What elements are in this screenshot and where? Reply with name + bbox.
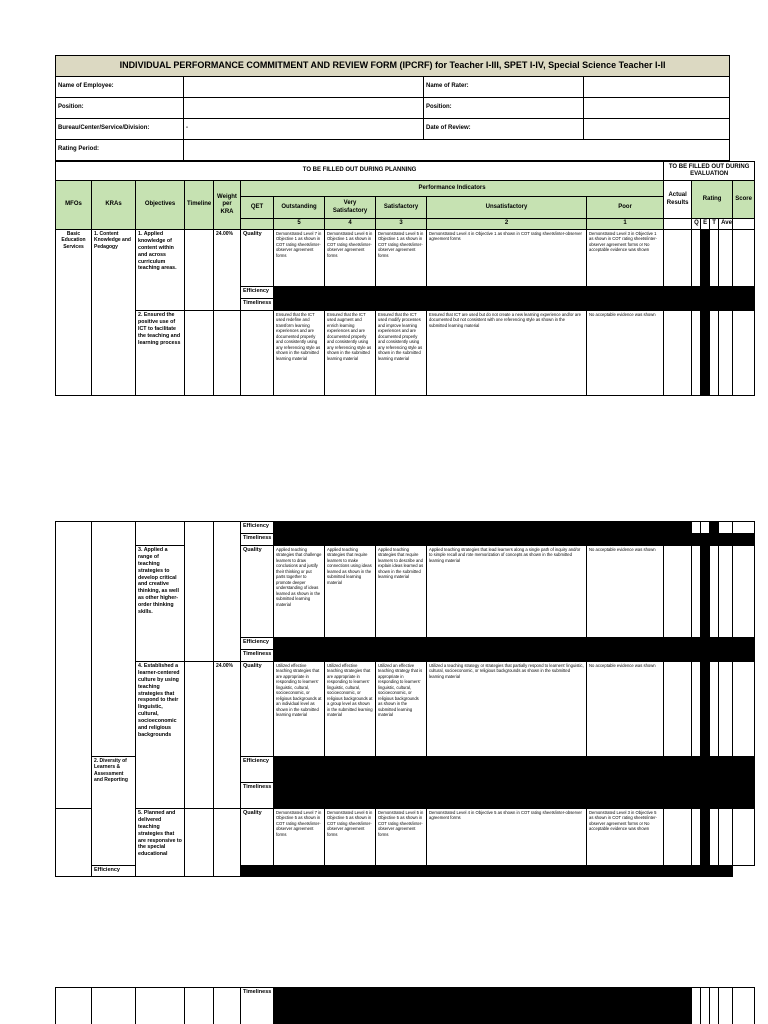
actual-result-cell[interactable]	[664, 230, 692, 287]
indicator-3-4: Applied teaching strategies that require learners to make connections using ideas learned as shown in the submitted learning material	[325, 546, 376, 638]
objective-5: 5. Planned and delivered teaching strategies that are responsive to the special educational	[136, 809, 185, 877]
t-cell[interactable]	[710, 230, 719, 287]
indicator-1-2: Demonstrated Level 4 in Objective 1 as shown in COT rating sheets/inter-observer agreement forms	[427, 230, 587, 287]
form-page-3	[55, 987, 729, 1024]
objectives-header: Objectives	[136, 181, 185, 230]
rating-q: Q	[692, 219, 701, 230]
indicator-3-5: Applied teaching strategies that challenge learners to draw conclusions and justify their thinking or put parts together to promote deeper understanding of ideas learned as shown in the submitted learning material	[274, 546, 325, 638]
indicator-3-3: Applied teaching strategies that require learners to describe and explain ideas learned as shown in the submitted learning material	[376, 546, 427, 638]
scale-1: 1	[587, 219, 664, 230]
rater-position-field[interactable]	[584, 98, 730, 119]
indicator-2-3: Ensured that the ICT used modify processes and improve learning experiences and are documented properly and consistently using any referencing style as shown in the submitted learning material	[376, 311, 427, 396]
qet-efficiency: Efficiency	[241, 287, 274, 299]
objective-4: 4. Established a learner-centered culture by using teaching strategies that respond to their linguistic, cultural, socioeconomic and religious backgrounds	[136, 662, 185, 809]
kra-2-cell: 2. Diversity of Learners & Assessment and Reporting	[92, 757, 136, 866]
black-band	[274, 299, 692, 311]
rating-t: T	[710, 219, 719, 230]
qet-quality: Quality	[241, 230, 274, 287]
rater-label: Name of Rater:	[424, 77, 584, 98]
scale-2: 2	[427, 219, 587, 230]
indicator-2-4: Ensured that the ICT used augment and enrich learning experiences and are documented properly and consistently using any referencing style as shown in the submitted learning material	[325, 311, 376, 396]
actual-results-header: Actual Results	[664, 181, 692, 219]
qet-timeliness: Timeliness	[241, 299, 274, 311]
header-table	[55, 55, 730, 161]
mfo-cell: Basic Education Services	[56, 230, 92, 396]
kra-table-2	[55, 521, 755, 877]
form-page-2	[55, 521, 729, 877]
qet-header: QET	[241, 197, 274, 219]
indicator-5-2: Demonstrated Level 4 in Objective 5 as shown in COT rating sheets/inter-observer agreement forms	[427, 809, 587, 866]
indicator-1-4: Demonstrated Level 6 in Objective 1 as shown in COT rating sheets/inter-observer agreement forms	[325, 230, 376, 287]
rater-position-label: Position:	[424, 98, 584, 119]
evaluation-header: TO BE FILLED OUT DURING EVALUATION	[664, 162, 755, 181]
score-header: Score	[733, 181, 755, 219]
objective-2: 2. Ensured the positive use of ICT to facilitate the teaching and learning process	[136, 311, 185, 396]
scale-5: 5	[274, 219, 325, 230]
black-cell	[701, 230, 710, 287]
indicator-1-5: Demonstrated Level 7 in Objective 1 as shown in COT rating sheets/inter-observer agreement forms	[274, 230, 325, 287]
indicator-5-4: Demonstrated Level 6 in Objective 5 as shown in COT rating sheets/inter-observer agreement forms	[325, 809, 376, 866]
indicator-3-1: No acceptable evidence was shown	[587, 546, 664, 638]
qet-efficiency: Efficiency	[92, 866, 136, 877]
performance-indicators-header: Performance Indicators	[241, 181, 664, 197]
unsatisfactory-header: Unsatisfactory	[427, 197, 587, 219]
indicator-1-3: Demonstrated Level 5 in Objective 1 as shown in COT rating sheets/inter-observer agreement forms	[376, 230, 427, 287]
kra-table-3	[55, 987, 755, 1024]
scale-3: 3	[376, 219, 427, 230]
qet-timeliness: Timeliness	[241, 650, 274, 662]
weight-header: Weight per KRA	[214, 181, 241, 230]
rater-field[interactable]	[584, 77, 730, 98]
indicator-2-5: Ensured that the ICT used redefine and transform learning experiences and are documented properly and consistently using any referencing style as shown in the submitted learning material	[274, 311, 325, 396]
qet-efficiency: Efficiency	[241, 757, 274, 783]
qet-timeliness: Timeliness	[241, 783, 274, 809]
indicator-4-1: No acceptable evidence was shown	[587, 662, 664, 757]
position-field[interactable]	[184, 98, 424, 119]
indicator-5-5: Demonstrated Level 7 in Objective 5 as shown in COT rating sheets/inter-observer agreement forms	[274, 809, 325, 866]
planning-header: TO BE FILLED OUT DURING PLANNING	[56, 162, 664, 181]
satisfactory-header: Satisfactory	[376, 197, 427, 219]
q-cell[interactable]	[692, 230, 701, 287]
indicator-4-2: Utilized a teaching strategy or strategies that partially respond to learners' linguistic, cultural, socioeconomic, or religious backgrounds as shown in the submitted learning material	[427, 662, 587, 757]
scale-4: 4	[325, 219, 376, 230]
indicator-4-4: Utilized effective teaching strategies that are appropriate in responding to learners' linguistic, cultural, socioeconomic, or religious backgrounds at a group level as shown in the submitted learning material	[325, 662, 376, 757]
very-satisfactory-header: Very Satisfactory	[325, 197, 376, 219]
indicator-4-3: Utilized an effective teaching strategy that is appropriate in responding to learners' linguistic, cultural, socioeconomic, or religious backgrounds as shown in the submitted learning material	[376, 662, 427, 757]
bureau-field[interactable]: -	[184, 119, 424, 140]
rating-period-field[interactable]	[184, 140, 730, 161]
kra-table-1	[55, 161, 755, 396]
date-field[interactable]	[584, 119, 730, 140]
objective-1: 1. Applied knowledge of content within and across curriculum teaching areas.	[136, 230, 185, 311]
poor-header: Poor	[587, 197, 664, 219]
black-band	[274, 287, 692, 299]
qet-quality: Quality	[241, 546, 274, 638]
qet-timeliness: Timeliness	[241, 988, 274, 1024]
rating-period-label: Rating Period:	[56, 140, 184, 161]
kras-header: KRAs	[92, 181, 136, 230]
ave-cell[interactable]	[719, 230, 733, 287]
date-label: Date of Review:	[424, 119, 584, 140]
outstanding-header: Outstanding	[274, 197, 325, 219]
indicator-1-1: Demonstrated Level 3 in Objective 1 as shown in COT rating sheets/inter-observer agreement forms or No acceptable evidence was shown	[587, 230, 664, 287]
kra-1-cell: 1. Content Knowledge and Pedagogy	[92, 230, 136, 396]
qet-efficiency: Efficiency	[241, 522, 274, 534]
bureau-label: Bureau/Center/Service/Division:	[56, 119, 184, 140]
rating-e: E	[701, 219, 710, 230]
indicator-2-2: Ensured that ICT are used but do not create a new learning experience and/or are documented but not consistent with one referencing style as shown in the submitted learning material	[427, 311, 587, 396]
indicator-4-5: Utilized effective teaching strategies that are appropriate in responding to learners' linguistic, cultural, socioeconomic, or religious backgrounds at an individual level as shown in the submitted learning material	[274, 662, 325, 757]
employee-field[interactable]	[184, 77, 424, 98]
qet-quality: Quality	[241, 662, 274, 757]
employee-label: Name of Employee:	[56, 77, 184, 98]
score-cell[interactable]	[733, 230, 755, 287]
indicator-5-1: Demonstrated Level 3 in Objective 5 as shown in COT rating sheets/inter-observer agreement forms or No acceptable evidence was shown	[587, 809, 664, 866]
weight-1: 24.00%	[214, 230, 241, 311]
qet-timeliness: Timeliness	[241, 534, 274, 546]
form-page-1	[55, 55, 752, 396]
indicator-2-1: No acceptable evidence was shown	[587, 311, 664, 396]
rating-ave: Ave	[719, 219, 733, 230]
position-label: Position:	[56, 98, 184, 119]
timeline-header: Timeline	[185, 181, 214, 230]
indicator-5-3: Demonstrated Level 5 in Objective 5 as shown in COT rating sheets/inter-observer agreement forms	[376, 809, 427, 866]
mfos-header: MFOs	[56, 181, 92, 230]
indicator-3-2: Applied teaching strategies that lead learners along a single path of inquiry and/or to simple recall and rote memorization of concepts as shown in the submitted learning material	[427, 546, 587, 638]
weight-2: 24.00%	[214, 662, 241, 809]
objective-3: 3. Applied a range of teaching strategies to develop critical and creative thinking, as well as other higher-order thinking skills.	[136, 546, 185, 662]
qet-quality: Quality	[241, 809, 274, 866]
form-title: INDIVIDUAL PERFORMANCE COMMITMENT AND REVIEW FORM (IPCRF) for Teacher I-III, SPET I-IV, Special Science Teacher I-II	[56, 56, 730, 77]
qet-efficiency: Efficiency	[241, 638, 274, 650]
rating-header: Rating	[692, 181, 733, 219]
